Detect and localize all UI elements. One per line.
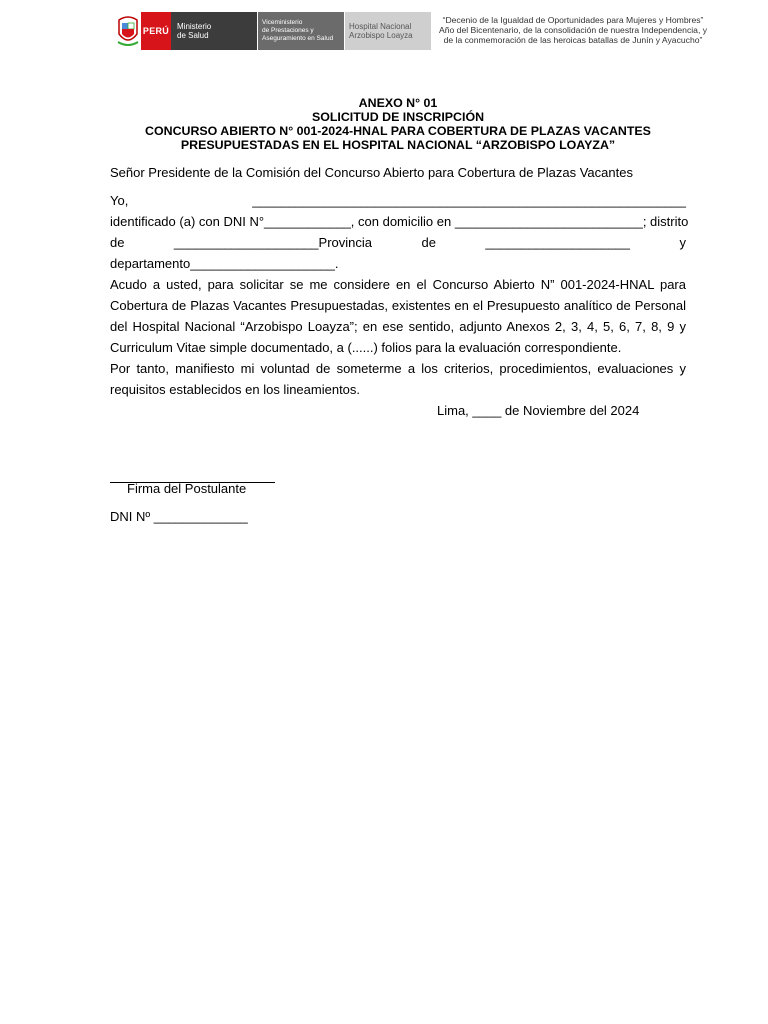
body-line: Acudo a usted, para solicitar se me considere en el Concurso Abierto N” 001-2024-HNAL para bbox=[110, 277, 686, 292]
signature-label: Firma del Postulante bbox=[127, 481, 247, 496]
request-body bbox=[110, 190, 689, 421]
body-line: requisitos establecidos en los lineamientos. bbox=[110, 382, 361, 397]
name-line: Yo, ____________________________________________________________ bbox=[110, 193, 686, 208]
peru-label: PERÚ bbox=[141, 12, 171, 50]
hospital-label: Hospital Nacional Arzobispo Loayza bbox=[345, 12, 431, 50]
date-line: Lima, ____ de Noviembre del 2024 bbox=[437, 403, 640, 418]
request-title: SOLICITUD DE INSCRIPCIÓN bbox=[311, 110, 485, 124]
body-line: Cobertura de Plazas Vacantes Presupuestadas, existentes en el Presupuesto analítico de Personal bbox=[110, 298, 686, 313]
header-motto: “Decenio de la Igualdad de Oportunidades para Mujeres y Hombres” Año del Bicentenario, de la consolidación de nuestra Independencia, y de la conmemoración de las heroicas batallas de Junín y Ayacucho” bbox=[438, 15, 708, 45]
coat-of-arms-icon bbox=[115, 12, 141, 50]
dni-domicile-line: identificado (a) con DNI N°____________, con domicilio en __________________________; distrito bbox=[110, 214, 689, 229]
contest-title-line1: CONCURSO ABIERTO N° 001-2024-HNAL PARA COBERTURA DE PLAZAS VACANTES bbox=[145, 124, 651, 138]
district-province-line: de ____________________Provincia de ____________________ y bbox=[110, 235, 686, 250]
dni-field: DNI Nº _____________ bbox=[110, 509, 248, 524]
addressee: Señor Presidente de la Comisión del Concurso Abierto para Cobertura de Plazas Vacantes bbox=[110, 165, 633, 180]
header-logos bbox=[115, 12, 431, 52]
department-line: departamento____________________. bbox=[110, 256, 339, 271]
vice-ministry-label: Viceministerio de Prestaciones y Aseguramiento en Salud bbox=[258, 12, 344, 50]
annex-number: ANEXO N° 01 bbox=[358, 96, 438, 110]
document-title bbox=[110, 96, 686, 152]
contest-title-line2: PRESUPUESTADAS EN EL HOSPITAL NACIONAL “ARZOBISPO LOAYZA” bbox=[180, 138, 616, 152]
ministry-label: Ministerio de Salud bbox=[171, 12, 257, 50]
body-line: Curriculum Vitae simple documentado, a (......) folios para la evaluación correspondiente. bbox=[110, 340, 622, 355]
body-line: Por tanto, manifiesto mi voluntad de someterme a los criterios, procedimientos, evaluaciones y bbox=[110, 361, 686, 376]
body-line: del Hospital Nacional “Arzobispo Loayza”; en ese sentido, adjunto Anexos 2, 3, 4, 5, 6, 7, 8, 9 y bbox=[110, 319, 686, 334]
